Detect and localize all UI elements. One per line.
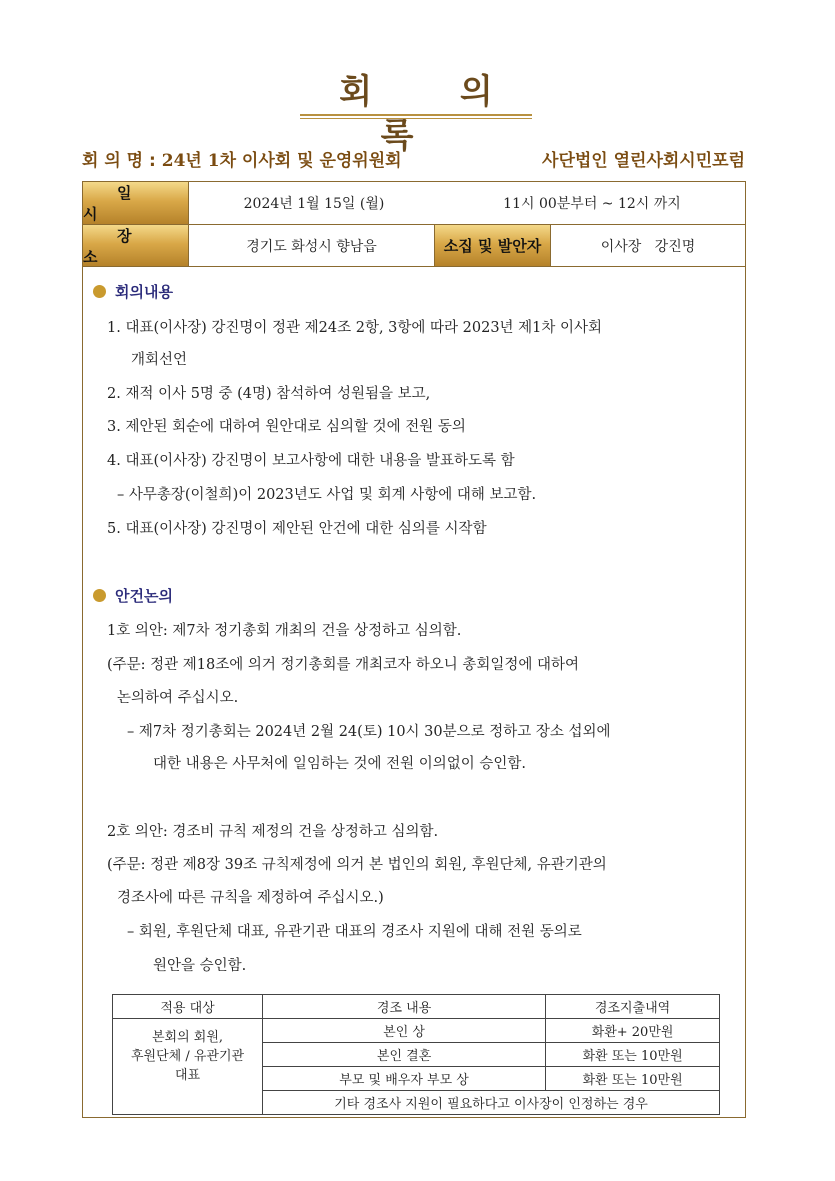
time-value: 11시 00분부터 ~ 12시 까지 <box>503 196 681 212</box>
section-meeting-content-title: 회의내용 <box>93 281 173 302</box>
table-cell: 부모 및 배우자 부모 상 <box>263 1067 546 1091</box>
agenda-line: (주문: 정관 제8장 39조 규칙제정에 의거 본 법인의 회원, 후원단체, 유관기관의 <box>107 857 607 873</box>
place-label: 장 소 <box>83 225 188 266</box>
meeting-name-value: 24년 1차 이사회 및 운영위원회 <box>161 151 402 171</box>
bullet-dot-icon <box>93 285 106 298</box>
table-header-row <box>113 995 720 1019</box>
title-underline <box>300 114 532 116</box>
content-line: 5. 대표(이사장) 강진명이 제안된 안건에 대한 심의를 시작함 <box>107 521 487 537</box>
convener-label: 소집 및 발안자 <box>435 225 550 266</box>
table-header: 적용 대상 <box>113 995 263 1019</box>
agenda-line: – 회원, 후원단체 대표, 유관기관 대표의 경조사 지원에 대해 전원 동의로 <box>127 924 582 940</box>
table-row <box>113 1019 720 1043</box>
bullet-dot-icon <box>93 589 106 602</box>
page-title: 회 의 록 <box>339 72 531 156</box>
minutes-frame <box>82 181 746 1118</box>
date-label: 일 시 <box>83 182 188 224</box>
condolence-table <box>112 994 720 1115</box>
content-line: 1. 대표(이사장) 강진명이 정관 제24조 2항, 3항에 따라 2023년 제1차 이사회 <box>107 320 603 336</box>
agenda-line: (주문: 정관 제18조에 의거 정기총회를 개최코자 하오니 총회일정에 대하여 <box>107 657 580 673</box>
table-cell: 화환 또는 10만원 <box>546 1067 720 1091</box>
content-line: 3. 제안된 회순에 대하여 원안대로 심의할 것에 전원 동의 <box>107 419 466 435</box>
table-cell: 본인 상 <box>263 1019 546 1043</box>
table-cell: 본인 결혼 <box>263 1043 546 1067</box>
table-target-cell: 본회의 회원, 후원단체 / 유관기관 대표 <box>113 1019 263 1115</box>
agenda-line: 1호 의안: 제7차 정기총회 개최의 건을 상정하고 심의함. <box>107 623 462 639</box>
place-row <box>83 225 745 267</box>
agenda-line: 2호 의안: 경조비 규칙 제정의 건을 상정하고 심의함. <box>107 824 439 840</box>
agenda-line: 원안을 승인함. <box>153 958 247 974</box>
place-value: 경기도 화성시 향남읍 <box>246 238 377 255</box>
content-line: 개회선언 <box>131 352 188 368</box>
agenda-line: 대한 내용은 사무처에 일임하는 것에 전원 이의없이 승인함. <box>153 756 527 772</box>
meeting-name-label: 회 의 명 : <box>82 151 156 171</box>
date-value: 2024년 1월 15일 (월) <box>243 196 385 212</box>
title-underline-thin <box>300 118 532 119</box>
table-cell: 화환 또는 10만원 <box>546 1043 720 1067</box>
table-header: 경조지출내역 <box>546 995 720 1019</box>
agenda-line: 논의하여 주십시오. <box>117 690 239 706</box>
convener-value: 이사장 강진명 <box>600 238 696 255</box>
table-footer-cell: 기타 경조사 지원이 필요하다고 이사장이 인정하는 경우 <box>263 1091 720 1115</box>
table-header: 경조 내용 <box>263 995 546 1019</box>
organization-name: 사단법인 열린사회시민포럼 <box>542 151 745 171</box>
content-line: – 사무총장(이철희)이 2023년도 사업 및 회계 사항에 대해 보고함. <box>117 487 537 503</box>
section-agenda-title: 안건논의 <box>93 585 173 606</box>
content-line: 4. 대표(이사장) 강진명이 보고사항에 대한 내용을 발표하도록 함 <box>107 453 515 469</box>
table-cell: 화환+ 20만원 <box>546 1019 720 1043</box>
agenda-line: – 제7차 정기총회는 2024년 2월 24(토) 10시 30분으로 정하고 장소 섭외에 <box>127 724 611 740</box>
date-row <box>83 182 745 225</box>
agenda-line: 경조사에 따른 규칙을 제정하여 주십시오.) <box>117 890 384 906</box>
meeting-name <box>82 146 402 171</box>
content-line: 2. 재적 이사 5명 중 (4명) 참석하여 성원됨을 보고, <box>107 386 431 402</box>
